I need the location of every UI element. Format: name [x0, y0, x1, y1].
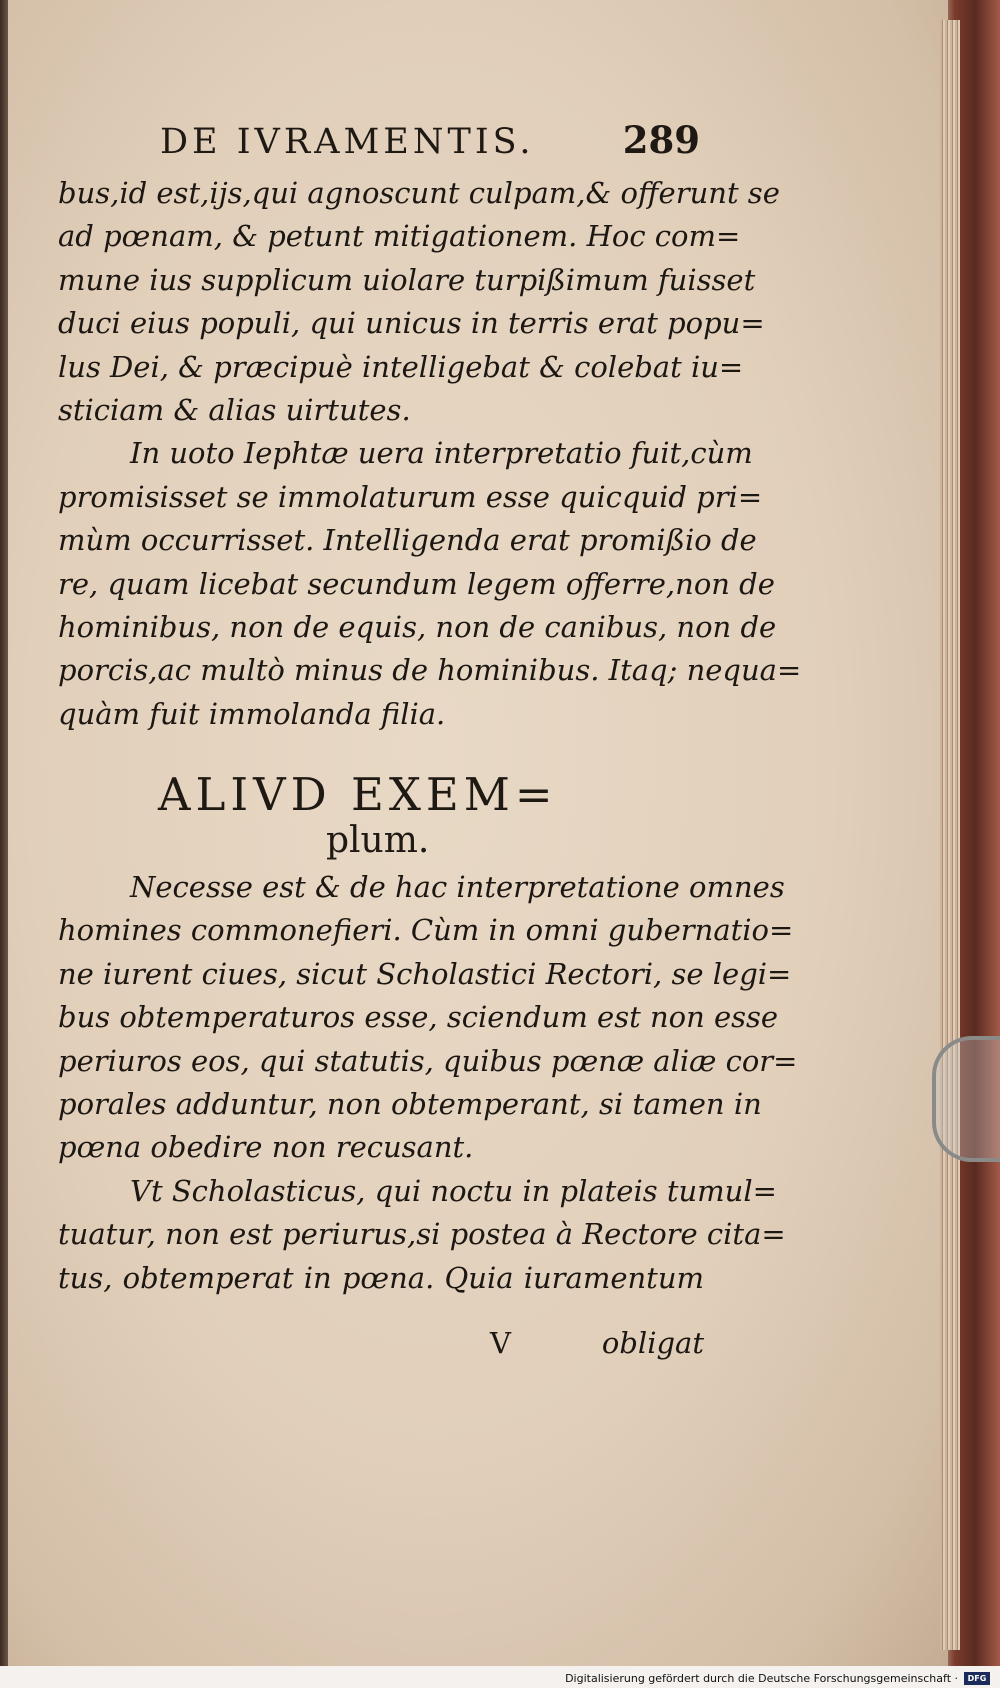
text-line: porales adduntur, non obtemperant, si tamen in: [58, 1086, 762, 1121]
page-number: 289: [622, 118, 700, 162]
text-line: periuros eos, qui statutis, quibus pœnæ aliæ cor=: [58, 1043, 798, 1078]
text-line: sticiam & alias uirtutes.: [58, 392, 411, 427]
catchword: obligat: [601, 1326, 704, 1360]
footer-text: Digitalisierung gefördert durch die Deutsche Forschungsgemeinschaft ·: [565, 1671, 958, 1685]
text-line: tus, obtemperat in pœna. Quia iuramentum: [58, 1260, 704, 1295]
text-block-1: [58, 172, 802, 736]
running-head-title: DE IVRAMENTIS.: [160, 122, 535, 162]
text-line: hominibus, non de equis, non de canibus, non de: [58, 609, 777, 644]
running-head: [160, 118, 700, 162]
text-line: Necesse est & de hac interpretatione omnes: [130, 870, 785, 904]
section-heading-continued: plum.: [326, 820, 430, 861]
page-edges: [940, 20, 960, 1650]
text-line: pœna obedire non recusant.: [58, 1130, 474, 1165]
text-line: promisisset se immolaturum esse quicquid pri=: [58, 479, 763, 514]
text-line: ad pœnam, & petunt mitigationem. Hoc com=: [58, 219, 741, 254]
signature-mark: V: [490, 1326, 511, 1360]
funding-footer: [565, 1670, 990, 1686]
text-line: bus obtemperaturos esse, sciendum est non esse: [58, 1000, 779, 1035]
text-line: quàm fuit immolanda filia.: [58, 696, 446, 731]
text-block-2: [58, 866, 798, 1300]
text-line: bus,id est,ijs,qui agnoscunt culpam,& offerunt se: [58, 176, 780, 210]
section-heading: ALIVD EXEM=: [158, 768, 558, 821]
text-line: mùm occurrisset. Intelligenda erat promißio de: [58, 523, 757, 558]
text-line: Vt Scholasticus, qui noctu in plateis tumul=: [130, 1173, 777, 1208]
text-line: homines commonefieri. Cùm in omni gubernatio=: [58, 913, 794, 948]
text-line: lus Dei, & præcipuè intelligebat & colebat iu=: [58, 349, 744, 384]
page-clip: [932, 1036, 1000, 1162]
text-line: ne iurent ciues, sicut Scholastici Rectori, se legi=: [58, 956, 792, 991]
text-line: re, quam licebat secundum legem offerre,non de: [58, 566, 775, 601]
text-line: In uoto Iephtæ uera interpretatio fuit,cùm: [130, 436, 753, 471]
text-line: porcis,ac multò minus de hominibus. Itaq; nequa=: [58, 653, 802, 688]
text-line: mune ius supplicum uiolare turpißimum fuisset: [58, 262, 756, 297]
text-line: tuatur, non est periurus,si postea à Rectore cita=: [58, 1217, 786, 1252]
dfg-logo-icon: DFG: [964, 1672, 990, 1685]
text-line: duci eius populi, qui unicus in terris erat popu=: [58, 306, 765, 341]
